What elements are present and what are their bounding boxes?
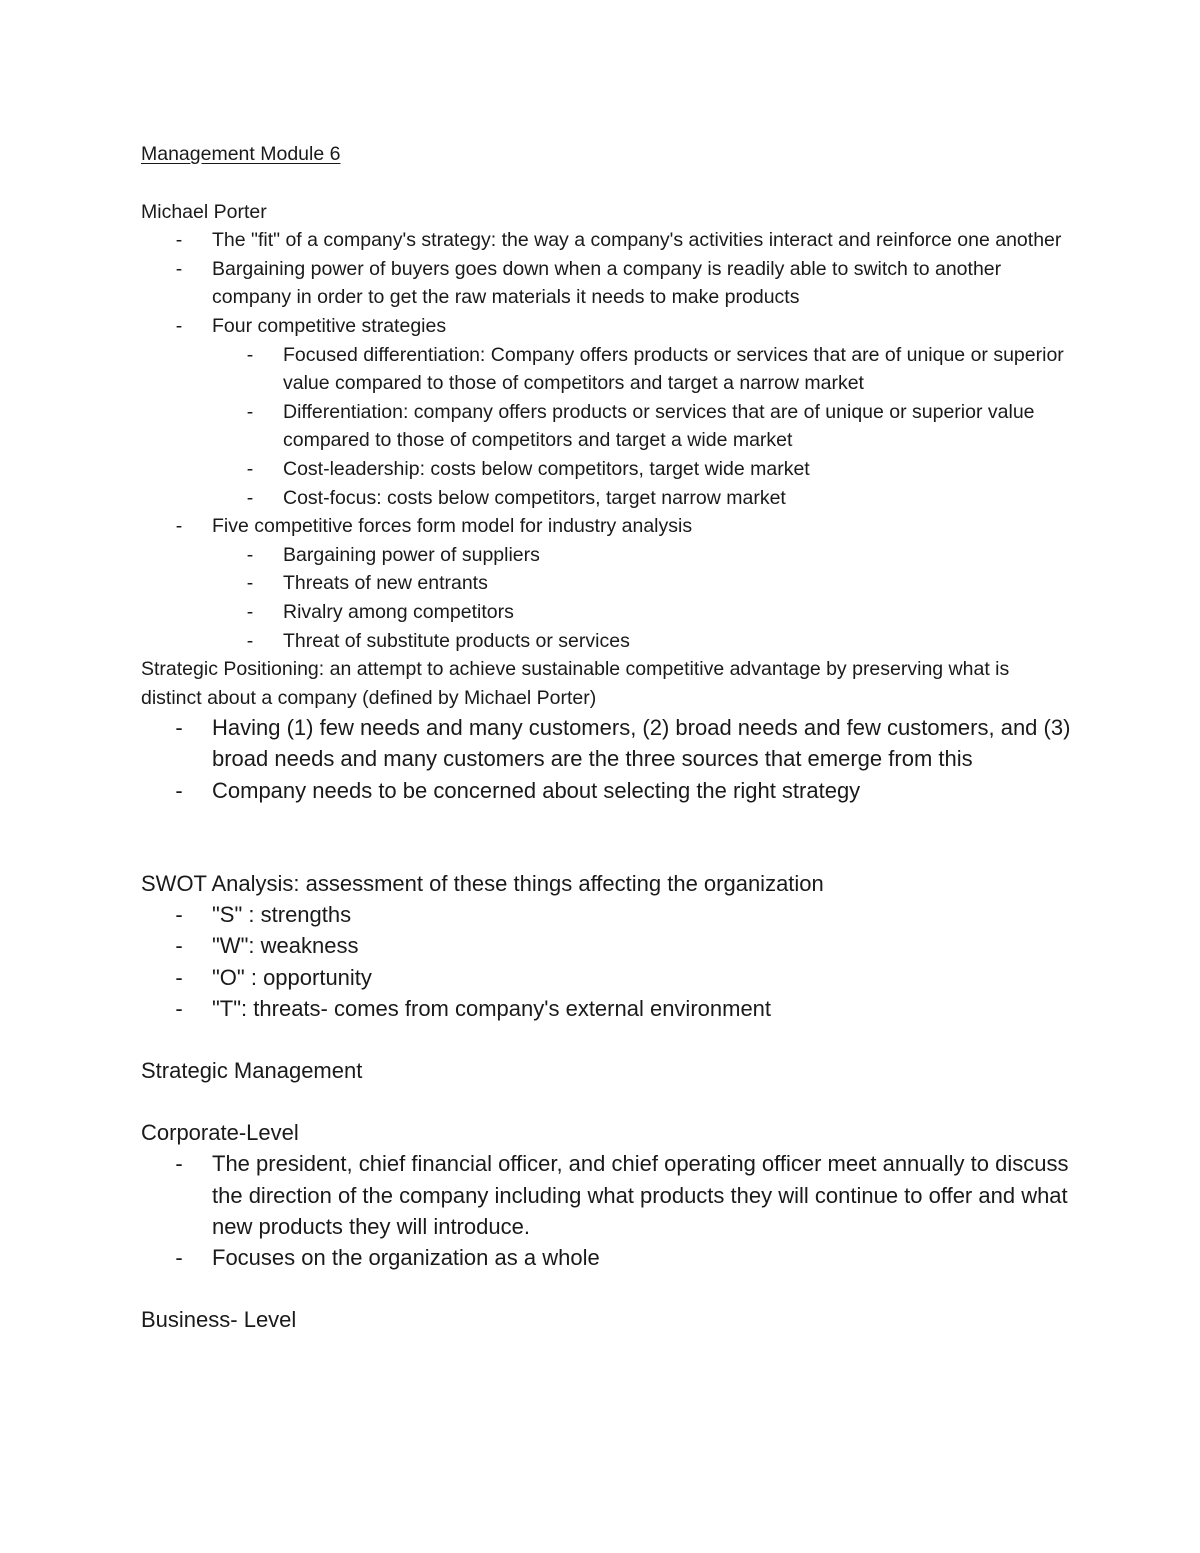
positioning-paragraph: Strategic Positioning: an attempt to achieve sustainable competitive advantage by preserving what is distinct about a company (defined by Michael Porter) — [141, 658, 1010, 709]
porter-list — [141, 226, 1071, 655]
business-level-heading: Business- Level — [141, 1307, 297, 1333]
corporate-level-heading: Corporate-Level — [141, 1120, 299, 1146]
list-item-text: Cost-focus: costs below competitors, target narrow market — [283, 486, 786, 509]
list-item — [141, 1148, 1071, 1242]
main-section — [141, 712, 1071, 1335]
swot-heading: SWOT Analysis: assessment of these things affecting the organization — [141, 870, 824, 896]
list-item — [141, 712, 1071, 774]
list-item-text: Having (1) few needs and many customers, (2) broad needs and few customers, and (3) broad needs and many customers are the three sources that emerge from this — [212, 715, 1071, 772]
sub-list-item — [141, 627, 1071, 656]
bullet-dash: - — [175, 964, 183, 990]
list-item-text: The "fit" of a company's strategy: the way a company's activities interact and reinforce one another — [212, 229, 1062, 252]
sub-list-item — [141, 484, 1071, 513]
list-item-text: Focused differentiation: Company offers products or services that are of unique or superior value compared to those of competitors and target a narrow market — [283, 343, 1064, 395]
bullet-dash: - — [246, 629, 254, 652]
list-item — [141, 255, 1071, 312]
bullet-dash: - — [246, 572, 254, 595]
sub-list-item — [141, 398, 1071, 455]
corporate-list — [141, 1148, 1071, 1273]
list-item-text: Threats of new entrants — [283, 572, 488, 595]
bullet-dash: - — [175, 1244, 183, 1270]
list-item-text: "S" : strengths — [212, 902, 352, 928]
bullet-dash: - — [175, 902, 183, 928]
list-item — [141, 312, 1071, 341]
list-item — [141, 993, 1071, 1024]
list-item-text: Rivalry among competitors — [283, 600, 514, 623]
document-title: Management Module 6 — [141, 143, 341, 165]
bullet-dash: - — [175, 229, 183, 252]
sub-list-item — [141, 598, 1071, 627]
bullet-dash: - — [175, 1151, 183, 1177]
bullet-dash: - — [246, 486, 254, 509]
bullet-dash: - — [175, 314, 183, 337]
sub-list-item — [141, 455, 1071, 484]
bullet-dash: - — [246, 343, 254, 366]
sub-list-item — [141, 541, 1071, 570]
list-item-text: Focuses on the organization as a whole — [212, 1244, 600, 1270]
list-item-text: Four competitive strategies — [212, 314, 447, 337]
positioning-list — [141, 712, 1071, 806]
list-item-text: Bargaining power of buyers goes down when a company is readily able to switch to another company in order to get the raw materials it needs to make products — [212, 257, 1002, 309]
bullet-dash: - — [246, 400, 254, 423]
strategic-management-heading: Strategic Management — [141, 1057, 363, 1083]
bullet-dash: - — [175, 777, 183, 803]
list-item-text: Bargaining power of suppliers — [283, 543, 540, 566]
sub-list-item — [141, 341, 1071, 398]
bullet-dash: - — [246, 457, 254, 480]
swot-list — [141, 899, 1071, 1024]
list-item-text: Five competitive forces form model for industry analysis — [212, 515, 693, 538]
list-item — [141, 930, 1071, 961]
list-item-text: Differentiation: company offers products or services that are of unique or superior value compared to those of competitors and target a wide market — [283, 400, 1035, 452]
bullet-dash: - — [175, 715, 183, 741]
list-item — [141, 1242, 1071, 1273]
list-item-text: "W": weakness — [212, 933, 359, 959]
sub-list-item — [141, 569, 1071, 598]
document-page — [141, 138, 1071, 1335]
bullet-dash: - — [175, 515, 183, 538]
list-item-text: The president, chief financial officer, and chief operating officer meet annually to discuss the direction of the company including what products they will continue to offer and what new products they will introduce. — [212, 1151, 1069, 1239]
bullet-dash: - — [175, 257, 183, 280]
bullet-dash: - — [175, 933, 183, 959]
list-item-text: Cost-leadership: costs below competitors, target wide market — [283, 457, 810, 480]
bullet-dash: - — [175, 995, 183, 1021]
list-item — [141, 775, 1071, 806]
spacer — [141, 1024, 1071, 1055]
spacer — [141, 1086, 1071, 1117]
list-item-text: Threat of substitute products or services — [283, 629, 630, 652]
list-item — [141, 962, 1071, 993]
bullet-dash: - — [246, 543, 254, 566]
bullet-dash: - — [246, 600, 254, 623]
spacer — [141, 806, 1071, 868]
porter-section — [141, 140, 1071, 712]
list-item — [141, 226, 1071, 255]
porter-heading: Michael Porter — [141, 200, 267, 223]
list-item-text: Company needs to be concerned about selecting the right strategy — [212, 777, 861, 803]
spacer — [141, 1273, 1071, 1304]
list-item-text: "T": threats- comes from company's external environment — [212, 995, 772, 1021]
list-item-text: "O" : opportunity — [212, 964, 372, 990]
list-item — [141, 899, 1071, 930]
list-item — [141, 512, 1071, 541]
